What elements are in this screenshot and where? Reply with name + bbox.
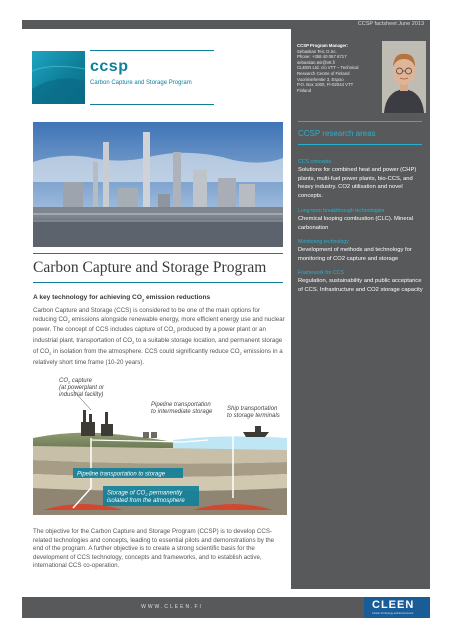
top-bar bbox=[22, 20, 430, 29]
intro-subscript: 2 bbox=[239, 351, 242, 357]
program-manager-box bbox=[291, 29, 430, 113]
research-area-body: Regulation, sustainability and public acceptance of CCS. Infrastructure and CO2 storage capacity bbox=[298, 278, 423, 293]
manager-line: Sebastian Teir, D.Sc. bbox=[297, 48, 337, 54]
manager-line: Finland bbox=[297, 87, 312, 93]
research-area-heading: Framework for CCS bbox=[298, 270, 344, 276]
objective-paragraph: The objective for the Carbon Capture and Storage Program (CCSP) is to develop CCS-related technologies and concepts, leading to essential pilots and demonstrations by the end of the program. A further objective is to create a strong scientific basis for the development of CCS technology, concepts and frameworks, and to establish active, international CCS co-operation. bbox=[33, 528, 275, 570]
subheading-text-end: emission reductions bbox=[144, 294, 211, 301]
intro-subscript: 2 bbox=[49, 351, 52, 357]
manager-line: sebastian.teir@vtt.fi bbox=[297, 59, 335, 65]
factsheet-date: CCSP factsheet June 2013 bbox=[357, 21, 424, 27]
pipeline-storage-label: Pipeline transportation to storage bbox=[77, 471, 166, 478]
intro-paragraph bbox=[33, 307, 285, 368]
logo-rule-top bbox=[90, 50, 214, 51]
pipeline-transport-label-line2: to intermediate storage bbox=[151, 409, 213, 415]
research-area-item bbox=[298, 269, 424, 294]
panel-rule-bottom bbox=[298, 144, 422, 145]
research-area-item bbox=[298, 158, 424, 200]
research-area-body: Chemical looping combustion (CLC). Mineral carbonation bbox=[298, 216, 414, 231]
manager-line: Phone: +358 40 067 6717 bbox=[297, 54, 347, 60]
capture-label-line2: (at powerplant or bbox=[59, 385, 105, 391]
footer-bar bbox=[22, 597, 430, 618]
manager-portrait bbox=[382, 41, 426, 113]
capture-label-line3: industrial facility) bbox=[59, 392, 104, 398]
intro-text-segment: Carbon Capture and Storage (CCS) is considered to be one of the main options for reducing CO bbox=[33, 307, 261, 323]
page-title: Carbon Capture and Storage Program bbox=[33, 259, 267, 276]
storage-label: Storage of $CO_2$ permanently bbox=[107, 490, 183, 497]
research-area-body: Development of methods and technology for monitoring of CO2 capture and storage bbox=[298, 247, 412, 262]
website-link[interactable]: WWW.CLEEN.FI bbox=[141, 604, 203, 610]
research-area-heading: Monitoring technology bbox=[298, 239, 349, 245]
research-area-heading: Long-term breakthrough technologies bbox=[298, 208, 385, 214]
logo-wordmark: ccsp bbox=[90, 58, 129, 75]
subheading-subscript: 2 bbox=[141, 297, 145, 303]
research-area-body: Solutions for combined heat and power (CHP) plants, multi-fuel power plants, bio-CCS, and heavy industry. CO2 utilisation and novel concepts. bbox=[298, 167, 417, 199]
intro-text-segment: to a suitable storage location, and permanent storage of CO bbox=[33, 337, 283, 356]
pipeline-transport-label: Pipeline transportation bbox=[151, 402, 211, 408]
manager-line: Vuorimiehentie 3, Espoo bbox=[297, 76, 344, 82]
intro-subscript: 2 bbox=[132, 340, 135, 346]
ship-transport-label: Ship transportation bbox=[227, 406, 278, 412]
subheading-text: A key technology for achieving CO bbox=[33, 294, 142, 301]
cleen-wordmark: CLEEN bbox=[372, 599, 415, 611]
logo-subtitle: Carbon Capture and Storage Program bbox=[90, 80, 192, 86]
intro-text-segment: in isolation from the atmosphere. CCS could significantly reduce CO bbox=[51, 348, 240, 356]
storage-label-line2: isolated from the atmosphere bbox=[107, 498, 185, 504]
title-rule-bottom bbox=[33, 282, 283, 283]
capture-label: $CO_2$ capture bbox=[59, 378, 92, 385]
research-area-heading: CCS concepts bbox=[298, 159, 332, 165]
manager-line: CLEEN Ltd. c/o VTT – Technical bbox=[297, 65, 359, 71]
intro-subscript: 2 bbox=[173, 329, 176, 335]
cleen-tagline: Cluster for Energy and Environment bbox=[372, 612, 414, 615]
title-rule-top bbox=[33, 253, 283, 254]
logo-rule-bottom bbox=[90, 104, 214, 105]
section-subheading bbox=[33, 294, 210, 302]
intro-text-segment: produced by a power plant or an industrial plant, transportation of CO bbox=[33, 326, 266, 345]
research-areas-title: CCSP research areas bbox=[298, 129, 376, 138]
cleen-logo bbox=[364, 597, 430, 618]
manager-line: Research Centre of Finland bbox=[297, 70, 350, 76]
intro-text-segment: emissions alongside renewable energy, more efficient energy use and nuclear power. The concept of CCS includes capture of CO bbox=[33, 315, 285, 334]
ccsp-logo-icon bbox=[32, 51, 85, 104]
intro-subscript: 2 bbox=[67, 318, 70, 324]
ccs-chain-diagram bbox=[33, 370, 287, 515]
research-area-item bbox=[298, 238, 424, 263]
manager-contact bbox=[297, 43, 377, 93]
manager-line: P.O. Box 1000, FI-02044 VTT bbox=[297, 82, 354, 88]
intro-text-segment: emissions in a relatively short time frame (10-20 years). bbox=[33, 348, 283, 366]
industrial-plant-photo bbox=[33, 122, 283, 247]
research-area-item bbox=[298, 207, 424, 232]
panel-rule-top bbox=[298, 121, 422, 122]
ship-transport-label-line2: to storage terminals bbox=[227, 413, 280, 419]
manager-title: CCSP Program Manager: bbox=[297, 43, 349, 48]
research-areas-panel bbox=[291, 113, 430, 589]
